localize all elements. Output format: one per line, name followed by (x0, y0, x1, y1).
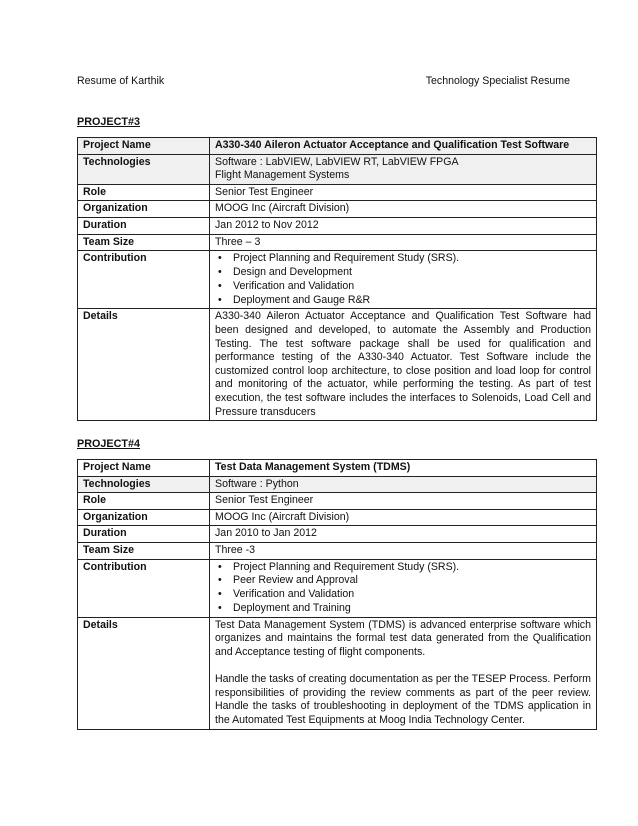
technologies-value (210, 154, 597, 184)
table-row (78, 559, 597, 617)
table-row (78, 154, 597, 184)
table-row (78, 309, 597, 421)
list-item: • Project Planning and Requirement Study (SRS). (215, 252, 591, 266)
contribution-value (210, 251, 597, 309)
list-item: • Deployment and Training (215, 602, 591, 616)
list-item: • Deployment and Gauge R&R (215, 294, 591, 308)
project-4-table (77, 459, 597, 730)
table-row (78, 509, 597, 526)
team-size-value: Three – 3 (210, 234, 597, 251)
details-label: Details (78, 617, 210, 729)
list-item: • Project Planning and Requirement Study (SRS). (215, 561, 591, 575)
duration-label: Duration (78, 526, 210, 543)
contribution-list (215, 252, 591, 307)
list-item: • Verification and Validation (215, 588, 591, 602)
technologies-label: Technologies (78, 154, 210, 184)
duration-value: Jan 2012 to Nov 2012 (210, 217, 597, 234)
team-size-label: Team Size (78, 542, 210, 559)
role-label: Role (78, 493, 210, 510)
contribution-list (215, 561, 591, 616)
project-4-heading: PROJECT#4 (77, 438, 141, 450)
project-3-table (77, 137, 597, 421)
organization-label: Organization (78, 201, 210, 218)
organization-value: MOOG Inc (Aircraft Division) (210, 509, 597, 526)
contribution-value (210, 559, 597, 617)
table-row (78, 234, 597, 251)
team-size-value: Three -3 (210, 542, 597, 559)
details-value (210, 309, 597, 421)
table-row (78, 460, 597, 477)
table-row (78, 476, 597, 493)
project-name-label: Project Name (78, 138, 210, 155)
role-label: Role (78, 184, 210, 201)
table-row (78, 201, 597, 218)
details-paragraph: Handle the tasks of creating documentation as per the TESEP Process. Perform responsibilities of providing the review comments as part of the peer review. Handle the tasks of troubleshooting in deployment of the TDMS application in the Automated Test Equipments at Moog India Technology Center. (215, 673, 591, 726)
technologies-label: Technologies (78, 476, 210, 493)
table-row (78, 542, 597, 559)
header-left-text: Resume of Karthik (77, 75, 165, 87)
table-row (78, 526, 597, 543)
page-header (77, 75, 570, 87)
details-label: Details (78, 309, 210, 421)
technologies-line: Flight Management Systems (215, 169, 350, 182)
table-row (78, 251, 597, 309)
duration-label: Duration (78, 217, 210, 234)
list-item: • Design and Development (215, 266, 591, 280)
technologies-value: Software : Python (210, 476, 597, 493)
role-value: Senior Test Engineer (210, 493, 597, 510)
contribution-label: Contribution (78, 559, 210, 617)
duration-value: Jan 2010 to Jan 2012 (210, 526, 597, 543)
list-item: • Peer Review and Approval (215, 574, 591, 588)
project-name-value: A330-340 Aileron Actuator Acceptance and Qualification Test Software (210, 138, 597, 155)
table-row (78, 493, 597, 510)
table-row (78, 138, 597, 155)
organization-label: Organization (78, 509, 210, 526)
table-row (78, 617, 597, 729)
project-name-value: Test Data Management System (TDMS) (210, 460, 597, 477)
organization-value: MOOG Inc (Aircraft Division) (210, 201, 597, 218)
header-right-text: Technology Specialist Resume (425, 75, 570, 87)
details-paragraph: A330-340 Aileron Actuator Acceptance and Qualification Test Software had been designed and developed, to automate the Assembly and Production Testing. The test software package shall be used for qualification and performance testing of the A330-340 Actuator. Test Software include the customized control loop architecture, to close position and load loop for control and monitoring of the actuator, while performing the testing. As part of test execution, the test software includes the interfaces to Solenoids, Load Cell and Pressure transducers (215, 310, 591, 418)
table-row (78, 184, 597, 201)
list-item: • Verification and Validation (215, 280, 591, 294)
contribution-label: Contribution (78, 251, 210, 309)
project-name-label: Project Name (78, 460, 210, 477)
details-value (210, 617, 597, 729)
details-paragraph: Test Data Management System (TDMS) is advanced enterprise software which organizes and maintains the formal test data generated from the Qualification and Acceptance testing of flight components. (215, 618, 591, 658)
project-3-heading: PROJECT#3 (77, 116, 141, 128)
technologies-line: Software : LabVIEW, LabVIEW RT, LabVIEW FPGA (215, 155, 459, 168)
team-size-label: Team Size (78, 234, 210, 251)
table-row (78, 217, 597, 234)
role-value: Senior Test Engineer (210, 184, 597, 201)
